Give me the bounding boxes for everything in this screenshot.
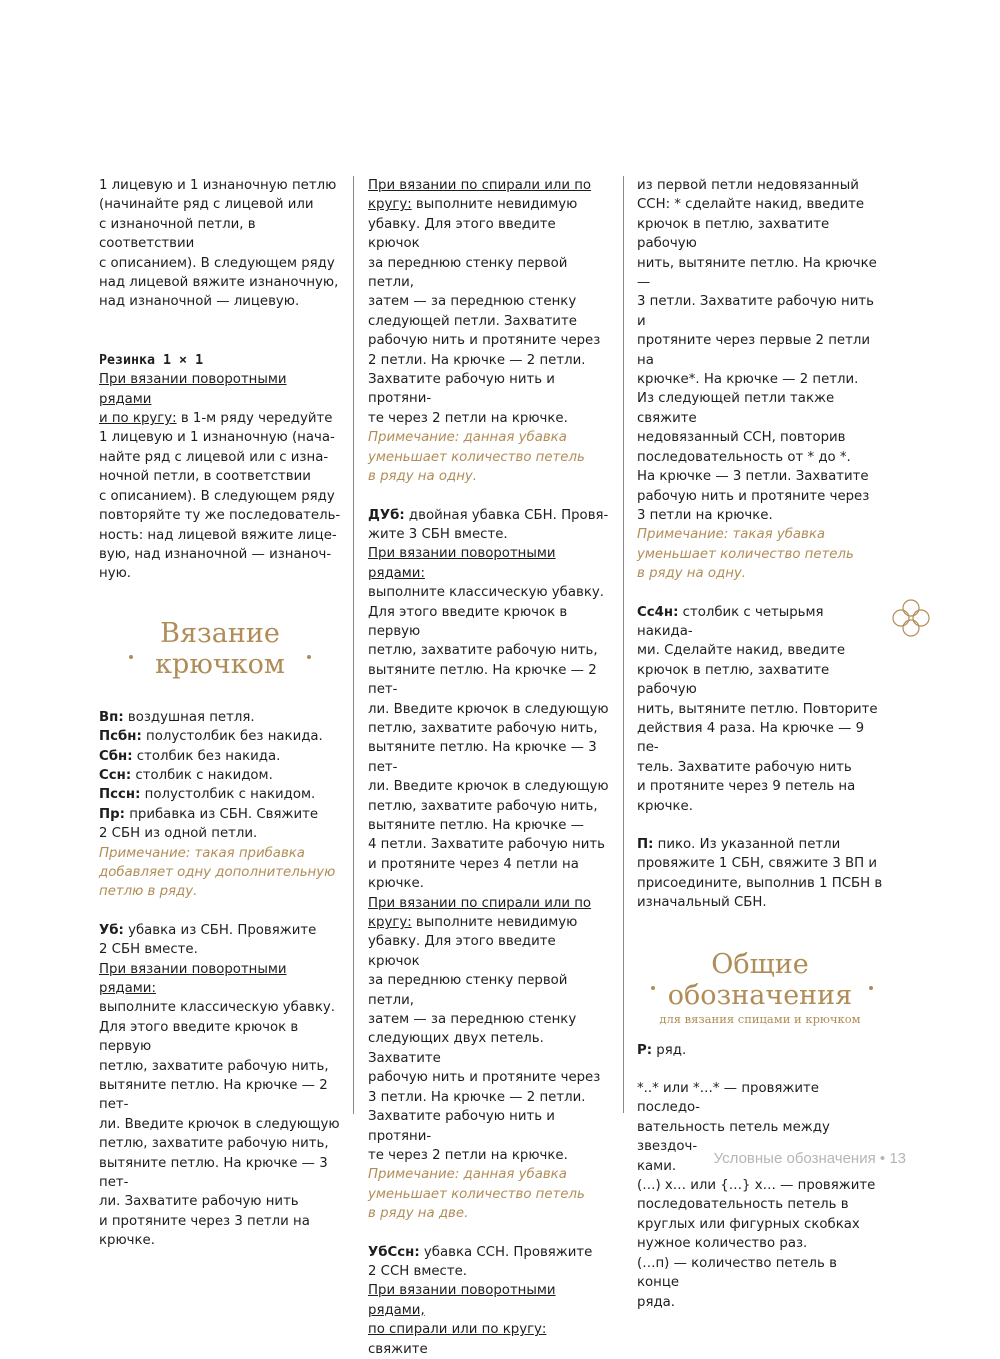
text-line: присоедините, выполнив 1 ПСБН в bbox=[637, 875, 883, 891]
text-line: ССН: * сделайте накид, введите bbox=[637, 197, 865, 213]
text-line: петлю, захватите рабочую нить, bbox=[368, 720, 598, 736]
text-line: изначальный СБН. bbox=[637, 895, 767, 911]
text-line: кругу: выполните невидимую bbox=[368, 915, 578, 931]
rib-method-label: При вязании поворотными рядами bbox=[99, 372, 287, 407]
text-line: рабочую нить и протяните через bbox=[368, 333, 601, 349]
section-title-line: Вязание bbox=[160, 617, 280, 649]
text-line: Захватите рабочую нить и протяни- bbox=[368, 1109, 555, 1144]
text-line: 1 лицевую и 1 изнаночную петлю bbox=[99, 178, 337, 193]
text-line: нить, вытяните петлю. Повторите bbox=[637, 701, 878, 717]
abbr-vp: Вп: воздушная петля. bbox=[99, 709, 255, 725]
crochet-section-heading bbox=[99, 618, 341, 686]
text-line: нужное количество раз. bbox=[637, 1236, 808, 1252]
abbr-pr: Пр: прибавка из СБН. Свяжите bbox=[99, 806, 319, 822]
intro-paragraph bbox=[99, 176, 341, 312]
text-line: за переднюю стенку первой петли, bbox=[368, 973, 568, 1008]
text-line: вытяните петлю. На крючке — 3 пет- bbox=[99, 1155, 328, 1191]
text-line: петлю, захватите рабочую нить, bbox=[368, 798, 598, 814]
text-line: 2 СБН вместе. bbox=[99, 942, 198, 958]
note-line: петлю в ряду. bbox=[99, 884, 198, 900]
running-title: Условные обозначения bbox=[713, 1150, 876, 1167]
text-line: 2 петли. На крючке — 2 петли. bbox=[368, 352, 586, 368]
text-line: по спирали или по кругу: свяжите bbox=[368, 1322, 547, 1357]
rib-method-label: и по кругу: bbox=[99, 411, 177, 427]
text-line: вытяните петлю. На крючке — 2 пет- bbox=[99, 1078, 328, 1113]
text-line: и протяните через 4 петли на bbox=[368, 856, 579, 872]
section-title-line: обозначения bbox=[667, 979, 853, 1011]
text-line: петлю, захватите рабочую нить, bbox=[99, 1058, 329, 1074]
text-line: ли. Захватите рабочую нить bbox=[99, 1194, 299, 1210]
text-line: крючке. bbox=[368, 876, 424, 892]
text-line: последовательность петель в bbox=[637, 1197, 849, 1213]
text-line: те через 2 петли на крючке. bbox=[368, 1147, 568, 1163]
text-line: (начинайте ряд с лицевой или bbox=[99, 197, 314, 213]
bullet-separator: • bbox=[879, 1150, 886, 1167]
text-line: крючке*. На крючке — 2 петли. bbox=[637, 372, 859, 388]
text-line: Для этого введите крючок в первую bbox=[368, 604, 568, 639]
text-line: 4 петли. Захватите рабочую нить bbox=[368, 837, 605, 853]
general-section-heading bbox=[637, 949, 883, 1031]
text-line: протяните через первые 2 петли на bbox=[637, 333, 870, 368]
method-label: При вязании по спирали или по bbox=[368, 895, 592, 911]
method-label: При вязании поворотными рядами: bbox=[368, 546, 556, 581]
text-line: ную. bbox=[99, 566, 131, 582]
text-line: крючок в петлю, захватите рабочую bbox=[637, 662, 830, 698]
text-line: 3 петли на крючке. bbox=[637, 507, 773, 523]
text-line: *..* или *…* — провяжите последо- bbox=[637, 1081, 819, 1116]
method-label: кругу: bbox=[368, 915, 412, 931]
text-line: следующих двух петель. Захватите bbox=[368, 1031, 544, 1066]
text-line: ли. Введите крючок в следующую bbox=[99, 1116, 340, 1132]
text-line: крючке. bbox=[99, 1233, 155, 1249]
text-line: петлю, захватите рабочую нить, bbox=[368, 643, 598, 659]
note-line: уменьшает количество петель bbox=[368, 449, 585, 465]
text-line: с описанием). В следующем ряду bbox=[99, 255, 335, 271]
text-line: нить, вытяните петлю. На крючке — bbox=[637, 255, 877, 291]
text-line: действия 4 раза. На крючке — 9 пе- bbox=[637, 720, 865, 756]
page-footer bbox=[714, 1150, 906, 1167]
text-line: жите 3 СБН вместе. bbox=[368, 526, 508, 542]
note-line: уменьшает количество петель bbox=[368, 1186, 585, 1202]
text-line: Из следующей петли также свяжите bbox=[637, 391, 835, 426]
column-1 bbox=[99, 176, 341, 1251]
text-line: найте ряд с лицевой или с изна- bbox=[99, 449, 329, 465]
abbr-sbn: Сбн: столбик без накида. bbox=[99, 748, 281, 764]
text-line: петлю, захватите рабочую нить, bbox=[99, 1136, 329, 1152]
abbr-pssn: Пссн: полустолбик с накидом. bbox=[99, 787, 316, 803]
text-line: 2 ССН вместе. bbox=[368, 1263, 467, 1279]
note-line: в ряду на одну. bbox=[637, 566, 746, 582]
text-line: повторяйте ту же последователь- bbox=[99, 508, 341, 524]
text-line: ряда. bbox=[637, 1294, 676, 1310]
text-line: Для этого введите крючок в первую bbox=[99, 1019, 299, 1055]
text-line: выполните классическую убавку. bbox=[368, 585, 604, 601]
column-divider-2 bbox=[623, 176, 624, 1113]
note-line: Примечание: данная убавка bbox=[368, 1167, 567, 1183]
note-line: Примечание: такая прибавка bbox=[99, 845, 305, 861]
note-line: в ряду на две. bbox=[368, 1206, 469, 1222]
text-line bbox=[99, 409, 341, 428]
text-line: последовательность от * до *. bbox=[637, 449, 851, 465]
text-line: тель. Захватите рабочую нить bbox=[637, 759, 852, 775]
text-line: 3 петли. На крючке — 2 петли. bbox=[368, 1089, 586, 1105]
note-line: Примечание: данная убавка bbox=[368, 430, 567, 446]
abbr-ubssn: УбСсн: убавка ССН. Провяжите bbox=[368, 1244, 593, 1260]
text-line: вытяните петлю. На крючке — 3 пет- bbox=[368, 740, 597, 775]
text-line: 2 СБН из одной петли. bbox=[99, 826, 258, 842]
text-line: ли. Введите крючок в следующую bbox=[368, 701, 609, 717]
text-line: 3 петли. Захватите рабочую нить и bbox=[637, 294, 874, 329]
note-line: в ряду на одну. bbox=[368, 469, 477, 485]
text-line: ли. Введите крючок в следующую bbox=[368, 779, 609, 795]
rib-heading: Резинка 1 × 1 bbox=[99, 352, 204, 368]
text-line: рабочую нить и протяните через bbox=[368, 1070, 601, 1086]
ornament-dot bbox=[651, 986, 655, 990]
method-label: При вязании поворотными рядами, bbox=[368, 1283, 556, 1318]
ornament-dot bbox=[129, 655, 133, 659]
abbr-p: П: пико. Из указанной петли bbox=[637, 837, 841, 852]
page-number: 13 bbox=[889, 1150, 906, 1167]
text-line: На крючке — 3 петли. Захватите bbox=[637, 469, 869, 485]
text-span: в 1-м ряду чередуйте bbox=[176, 411, 333, 427]
text-line: (…) х… или {…} х… — провяжите bbox=[637, 1178, 876, 1194]
text-line: следующей петли. Захватите bbox=[368, 313, 577, 329]
text-line: те через 2 петли на крючке. bbox=[368, 410, 568, 426]
note-line: Примечание: такая убавка bbox=[637, 527, 826, 543]
column-divider-1 bbox=[353, 176, 354, 1114]
text-line: круглых или фигурных скобках bbox=[637, 1216, 860, 1232]
text-line: над лицевой вяжите изнаночную, bbox=[99, 275, 339, 291]
method-label: При вязании поворотными рядами: bbox=[99, 961, 287, 996]
text-line: из первой петли недовязанный bbox=[637, 178, 859, 193]
text-line: ночной петли, в соответствии bbox=[99, 469, 311, 485]
text-line: ность: над лицевой вяжите лице- bbox=[99, 527, 337, 543]
ornament-dot bbox=[869, 986, 873, 990]
text-line: (…п) — количество петель в конце bbox=[637, 1255, 837, 1291]
method-label: кругу: bbox=[368, 197, 412, 213]
abbr-ub: Уб: убавка из СБН. Провяжите bbox=[99, 922, 317, 938]
text-line: 1 лицевую и 1 изнаночную (нача- bbox=[99, 430, 335, 446]
text-line: убавку. Для этого введите крючок bbox=[368, 216, 556, 252]
text-line: вательность петель между звездоч- bbox=[637, 1119, 830, 1155]
flower-ornament-icon bbox=[889, 596, 933, 640]
text-line: крючке. bbox=[637, 798, 693, 814]
abbr-dub: ДУб: двойная убавка СБН. Провя- bbox=[368, 507, 609, 523]
section-title-line: Общие bbox=[711, 948, 809, 980]
text-line: ми. Сделайте накид, введите bbox=[637, 643, 846, 659]
text-line: с изнаночной петли, в соответствии bbox=[99, 216, 256, 252]
text-line: вую, над изнаночной — изнаноч- bbox=[99, 546, 332, 562]
text-line: затем — за переднюю стенку bbox=[368, 294, 577, 310]
text-line: Захватите рабочую нить и протяни- bbox=[368, 372, 555, 407]
text-line: с описанием). В следующем ряду bbox=[99, 488, 335, 504]
abbr-ssn: Ссн: столбик с накидом. bbox=[99, 767, 273, 783]
text-line: провяжите 1 СБН, свяжите 3 ВП и bbox=[637, 856, 878, 872]
text-line: затем — за переднюю стенку bbox=[368, 1012, 577, 1028]
section-title-line: крючком bbox=[155, 648, 285, 680]
column-2 bbox=[368, 176, 610, 1359]
abbr-psbn: Псбн: полустолбик без накида. bbox=[99, 729, 323, 745]
method-label: При вязании по спирали или по bbox=[368, 178, 592, 193]
abbr-r: Р: ряд. bbox=[637, 1042, 687, 1058]
abbr-cc4n: Сс4н: столбик с четырьмя накида- bbox=[637, 604, 824, 639]
text-line: и протяните через 9 петель на bbox=[637, 779, 856, 795]
text-line: крючок в петлю, захватите рабочую bbox=[637, 216, 830, 252]
text-line: за переднюю стенку первой петли, bbox=[368, 255, 568, 291]
note-line: добавляет одну дополнительную bbox=[99, 864, 336, 880]
section-subtitle: для вязания спицами и крючком bbox=[659, 1011, 861, 1026]
text-line: рабочую нить и протяните через bbox=[637, 488, 870, 504]
text-line: недовязанный ССН, повторив bbox=[637, 430, 846, 446]
text-line: над изнаночной — лицевую. bbox=[99, 294, 300, 310]
ornament-dot bbox=[307, 655, 311, 659]
note-line: уменьшает количество петель bbox=[637, 546, 854, 562]
text-line: и протяните через 3 петли на bbox=[99, 1213, 310, 1229]
column-3 bbox=[637, 176, 886, 1312]
method-label: по спирали или по кругу: bbox=[368, 1322, 547, 1338]
text-line: кругу: выполните невидимую bbox=[368, 197, 578, 213]
text-line: ками. bbox=[637, 1158, 677, 1174]
text-line: вытяните петлю. На крючке — bbox=[368, 818, 584, 833]
text-line: выполните классическую убавку. bbox=[99, 1000, 335, 1016]
text-line: вытяните петлю. На крючке — 2 пет- bbox=[368, 662, 597, 698]
text-line: убавку. Для этого введите крючок bbox=[368, 934, 556, 969]
